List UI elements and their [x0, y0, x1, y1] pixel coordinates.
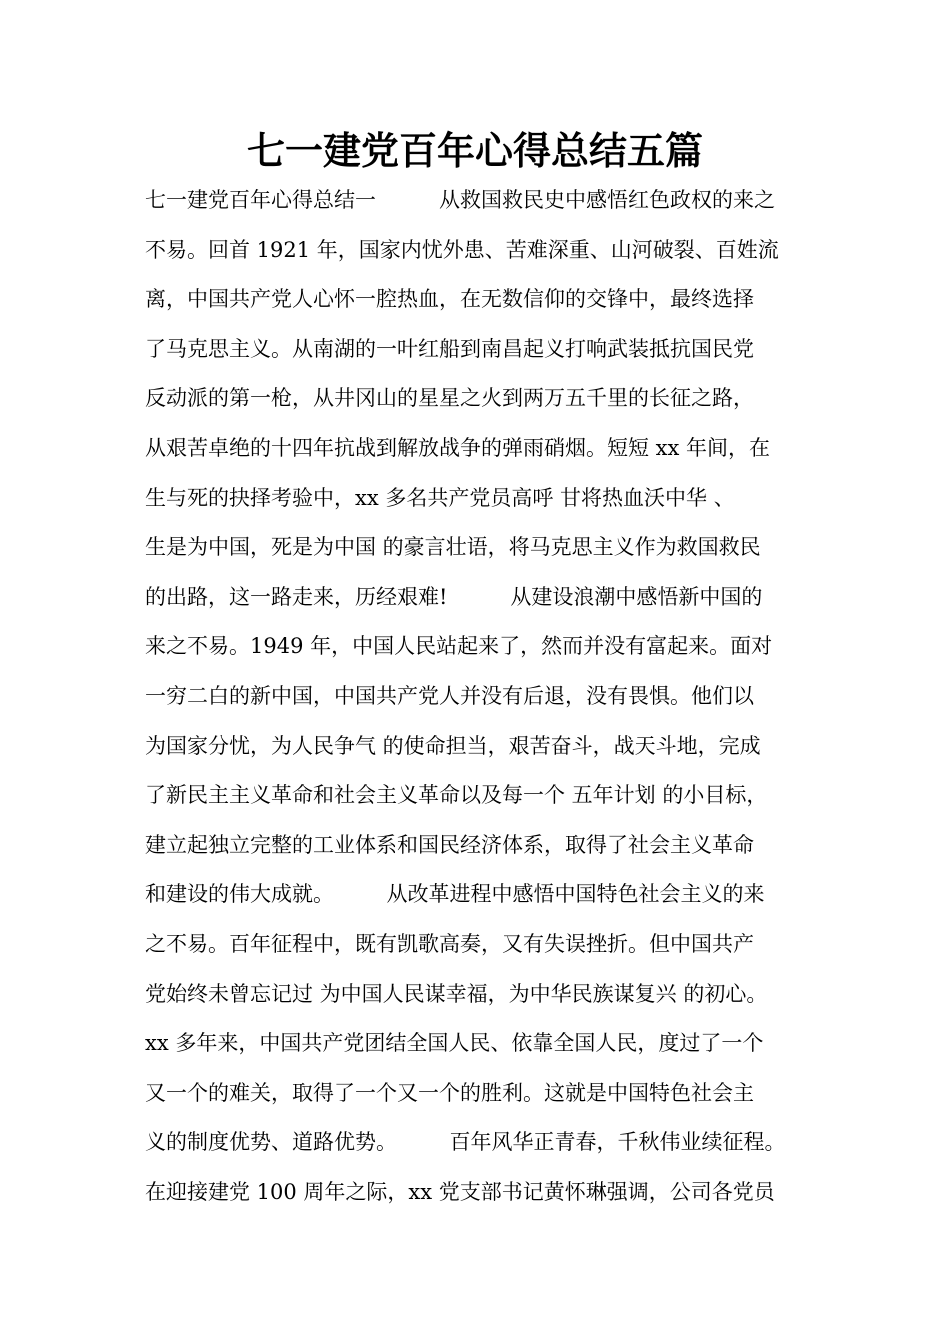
body-line: 了马克思主义。从南湖的一叶红船到南昌起义打响武装抵抗国民党 — [145, 336, 754, 361]
body-line: 生是为中国，死是为中国 的豪言壮语，将马克思主义作为救国救民 — [145, 535, 761, 560]
body-line: 之不易。百年征程中，既有凯歌高奏，又有失误挫折。但中国共产 — [145, 931, 754, 956]
document-body — [145, 180, 845, 1221]
body-line: 七一建党百年心得总结一 从救国救民史中感悟红色政权的来之 — [145, 188, 775, 212]
body-line: 反动派的第一枪，从井冈山的星星之火到两万五千里的长征之路， — [145, 386, 754, 411]
body-line: 离，中国共产党人心怀一腔热血，在无数信仰的交锋中，最终选择 — [145, 287, 754, 312]
body-line: 了新民主主义革命和社会主义革命以及每一个 五年计划 的小目标， — [145, 783, 768, 808]
body-line: 义的制度优势、道路优势。 百年风华正青春，千秋伟业续征程。 — [145, 1130, 786, 1155]
body-line: xx 多年来，中国共产党团结全国人民、依靠全国人民，度过了一个 — [145, 1031, 764, 1056]
body-line: 从艰苦卓绝的十四年抗战到解放战争的弹雨硝烟。短短 xx 年间，在 — [145, 435, 771, 460]
body-line: 为国家分忧，为人民争气 的使命担当，艰苦奋斗，战天斗地，完成 — [145, 733, 761, 758]
body-line: 的出路，这一路走来，历经艰难! 从建设浪潮中感悟新中国的 — [145, 584, 763, 609]
body-line: 一穷二白的新中国，中国共产党人并没有后退，没有畏惧。他们以 — [145, 683, 754, 708]
body-line: 生与死的抉择考验中，xx 多名共产党员高呼 甘将热血沃中华 、 — [145, 485, 735, 510]
body-line: 和建设的伟大成就。 从改革进程中感悟中国特色社会主义的来 — [145, 882, 765, 907]
body-line: 党始终未曾忘记过 为中国人民谋幸福，为中华民族谋复兴 的初心。 — [145, 981, 768, 1006]
body-line: 又一个的难关，取得了一个又一个的胜利。这就是中国特色社会主 — [145, 1080, 754, 1105]
document-title: 七一建党百年心得总结五篇 — [246, 129, 703, 173]
body-line: 不易。回首 1921 年，国家内忧外患、苦难深重、山河破裂、百姓流 — [145, 237, 779, 262]
body-line: 来之不易。1949 年，中国人民站起来了，然而并没有富起来。面对 — [145, 634, 773, 659]
body-line: 在迎接建党 100 周年之际，xx 党支部书记黄怀琳强调，公司各党员 — [145, 1179, 775, 1204]
body-line: 建立起独立完整的工业体系和国民经济体系，取得了社会主义革命 — [145, 832, 754, 857]
